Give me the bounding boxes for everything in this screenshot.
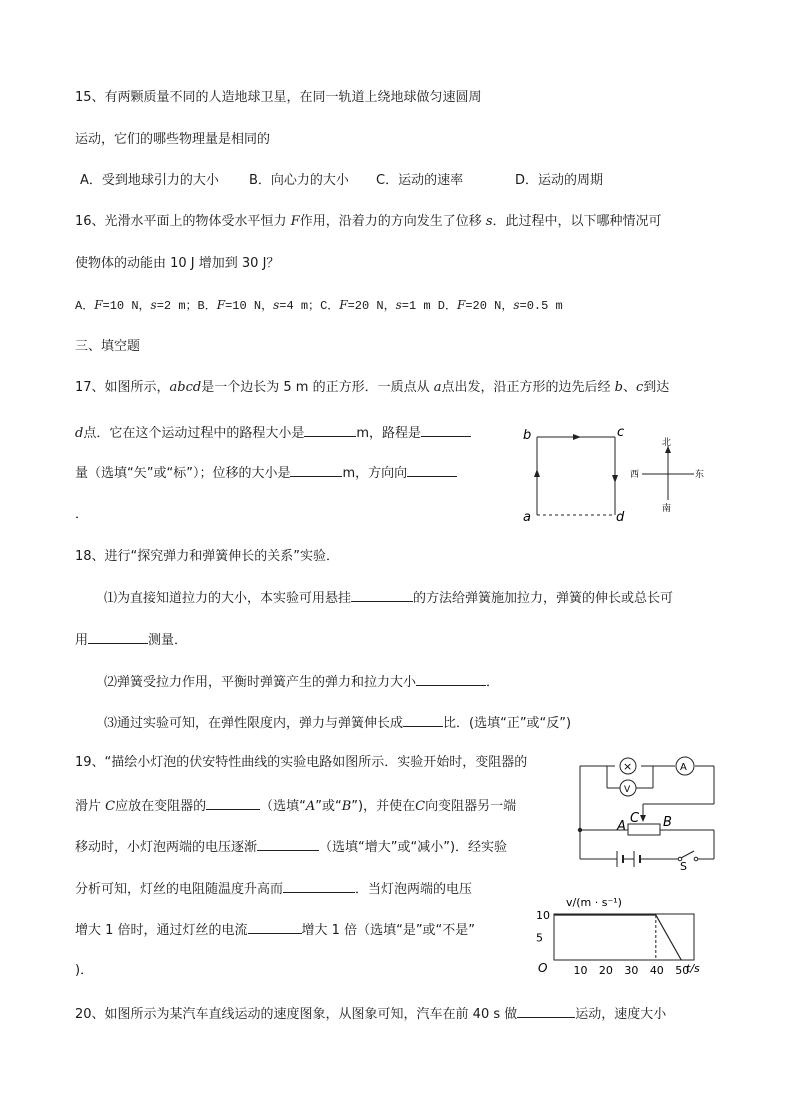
q16-stem-line2: 使物体的动能由 10 J 增加到 30 J？	[75, 256, 280, 271]
q15-stem-line1: 15、有两颗质量不同的人造地球卫星，在同一轨道上绕地球做匀速圆周	[75, 90, 482, 105]
switch-icon	[681, 851, 694, 858]
q15-option-c: C．运动的速率	[376, 173, 464, 188]
fig-label-a: a	[523, 510, 531, 525]
q18-blank-4[interactable]	[403, 713, 443, 727]
q19-stem-line5: 增大 1 倍时，通过灯丝的电流 增大 1 倍（选填“是”或“不是”	[75, 920, 475, 940]
q15-option-d: D．运动的周期	[515, 173, 604, 188]
q17-square-figure	[515, 425, 635, 525]
chart-xlabel: t/s	[686, 962, 700, 975]
circuit-label-C: C	[630, 811, 640, 826]
q16-text: 16、光滑水平面上的物体受水平恒力	[75, 214, 291, 229]
x-tick-label-3: 40	[649, 964, 664, 977]
q15-stem-line2: 运动，它们的哪些物理量是相同的	[75, 132, 271, 147]
x-tick-label-0: 10	[573, 964, 588, 977]
var-F: F	[290, 214, 300, 229]
fig-label-b: b	[523, 428, 532, 443]
svg-text:A: A	[680, 762, 687, 773]
y-tick-label-0: 5	[536, 931, 543, 945]
velocity-series-line	[554, 915, 681, 960]
x-tick-label-1: 20	[598, 964, 613, 977]
q16-stem-line1	[75, 213, 662, 231]
fig-label-c: c	[617, 425, 625, 440]
q18-part1-line2: 用 测量．	[75, 630, 187, 650]
circuit-label-S: S	[680, 860, 687, 870]
q19-blank-4[interactable]	[248, 920, 302, 934]
velocity-time-chart	[530, 888, 710, 980]
compass-north: 北	[662, 438, 672, 448]
q17-stem-line4: ．	[75, 507, 89, 522]
q18-part3: ⑶通过实验可知，在弹性限度内，弹力与弹簧伸长成 比．(选填“正”或“反”)	[104, 713, 571, 733]
compass-rose	[628, 434, 708, 516]
section-heading: 三、填空题	[75, 339, 141, 354]
down-arrow-icon	[612, 475, 618, 483]
q16-options	[75, 296, 563, 315]
x-tick-label-4: 50	[675, 964, 690, 977]
q17-blank-3[interactable]	[290, 463, 342, 477]
fig-label-d: d	[616, 510, 625, 525]
compass-east: 东	[695, 470, 705, 480]
q17-stem-line1: 17、如图所示，abcd是一个边长为 5 m 的正方形．一质点从 a点出发，沿正方形的边先后经 b、c到达	[75, 380, 670, 395]
x-tick-label-2: 30	[624, 964, 639, 977]
q16-text: ．此过程中，以下哪种情况可	[492, 214, 662, 229]
q19-stem-line4: 分析可知，灯丝的电阻随温度升高而 ．当灯泡两端的电压	[75, 879, 472, 899]
q18-part2: ⑵弹簧受拉力作用，平衡时弹簧产生的弹力和拉力大小 ．	[104, 672, 499, 692]
svg-text:V: V	[624, 785, 631, 795]
q19-stem-line1: 19、“描绘小灯泡的伏安特性曲线的实验电路如图所示．实验开始时，变阻器的	[75, 755, 528, 770]
chart-frame	[554, 914, 694, 960]
var-s: s	[485, 214, 493, 229]
compass-south: 南	[662, 504, 672, 514]
svg-text:×: ×	[623, 760, 633, 773]
q17-stem-line3: 量（选填“矢”或“标”）；位移的大小是 m，方向向	[75, 463, 457, 483]
q19-circuit-diagram	[570, 752, 720, 870]
q15-option-b: B．向心力的大小	[249, 173, 349, 188]
y-tick-label-1: 10	[536, 909, 550, 922]
circuit-label-B: B	[663, 815, 672, 830]
q16-option-b: B．F=10 N，s=4 m；	[197, 298, 321, 313]
q19-blank-2[interactable]	[257, 837, 319, 851]
q18-blank-3[interactable]	[416, 672, 486, 686]
q19-stem-line2: 滑片 C应放在变阻器的 （选填“A”或“B”)，并使在C向变阻器另一端	[75, 796, 516, 816]
q19-stem-line6: )．	[75, 963, 94, 978]
q19-blank-3[interactable]	[283, 879, 355, 893]
q17-blank-2[interactable]	[421, 423, 471, 437]
q20-stem-line1: 20、如图所示为某汽车直线运动的速度图象，从图象可知，汽车在前 40 s 做 运动，速度大小	[75, 1004, 666, 1024]
q16-text: 作用，沿着力的方向发生了位移	[299, 214, 486, 229]
q16-option-a: A．F=10 N，s=2 m；	[75, 298, 198, 313]
q17-blank-1[interactable]	[304, 423, 356, 437]
up-arrow-icon	[534, 469, 540, 477]
q18-title: 18、进行“探究弹力和弹簧伸长的关系”实验．	[75, 549, 340, 564]
chart-ylabel: v/(m · s⁻¹)	[566, 896, 622, 909]
q15-option-a: A．受到地球引力的大小	[80, 173, 219, 188]
q17-stem-line2: d点．它在这个运动过程中的路程大小是 m，路程是	[75, 423, 471, 443]
q18-part1-line1: ⑴为直接知道拉力的大小，本实验可用悬挂 的方法给弹簧施加拉力，弹簧的伸长或总长可	[104, 588, 673, 608]
q19-stem-line3: 移动时，小灯泡两端的电压逐渐 （选填“增大”或“减小”)．经实验	[75, 837, 507, 857]
q18-blank-1[interactable]	[351, 588, 413, 602]
q16-option-c: C．F=20 N，s=1 m	[320, 298, 431, 313]
circuit-label-A: A	[617, 819, 626, 834]
right-arrow-icon	[573, 434, 581, 440]
compass-west: 西	[630, 470, 640, 480]
q20-blank-1[interactable]	[517, 1004, 575, 1018]
q18-blank-2[interactable]	[88, 630, 148, 644]
q16-option-d: D．F=20 N，s=0.5 m	[437, 298, 563, 313]
q17-blank-4[interactable]	[407, 463, 457, 477]
q19-blank-1[interactable]	[206, 796, 260, 810]
chart-origin-label: O	[538, 961, 548, 975]
